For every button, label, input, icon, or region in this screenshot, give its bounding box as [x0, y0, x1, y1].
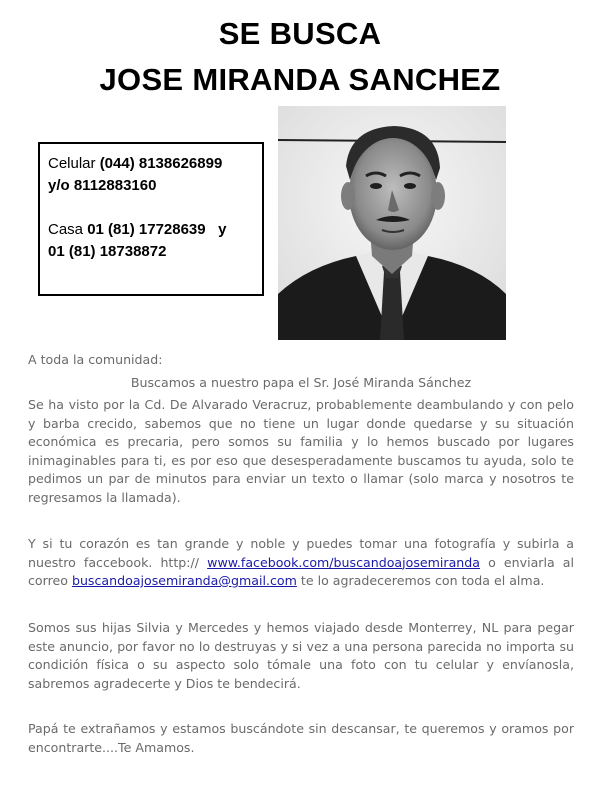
home-phone-alt: 01 (81) 18738872: [48, 243, 167, 260]
poster-title: SE BUSCA: [218, 16, 382, 51]
greeting: A toda la comunidad:: [28, 352, 163, 367]
email-link[interactable]: buscandoajosemiranda@gmail.com: [71, 573, 297, 588]
paragraph-family: Somos sus hijas Silvia y Mercedes y hemos viajado desde Monterrey, NL para pegar este anuncio, por favor no lo destruyas y si vez a una persona parecida no importa su condición física o su aspecto solo tómale una foto con tu celular y envíanosla, sabremos agradecerte y Dios te bendecirá.: [28, 620, 574, 691]
subtitle: Buscamos a nuestro papa el Sr. José Miranda Sánchez: [130, 375, 472, 390]
cellphone-number: (044) 8138626899: [99, 155, 223, 172]
portrait-image: [278, 106, 506, 340]
cellphone-alt: y/o 8112883160: [48, 177, 157, 194]
cellphone-label: Celular: [48, 155, 100, 172]
paragraph-situation: Se ha visto por la Cd. De Alvarado Veracruz, probablemente deambulando y con pelo y barba crecido, sabemos que no tiene un lugar donde quedarse y su situación económica es precaria, pero somos su familia y lo hemos buscado por lugares inimaginables para ti, es por eso que desesperadamente buscamos tu ayuda, solo te pedimos un par de minutos para enviar un texto o llamar (solo marca y nosotros te regresamos la llamada).: [28, 397, 574, 505]
missing-person-name: JOSE MIRANDA SANCHEZ: [99, 62, 501, 97]
home-phone-label: Casa: [48, 221, 88, 238]
paragraph-photo-request: Y si tu corazón es tan grande y noble y puedes tomar una fotografía y subirla a nuestro faccebook. http:// www.facebook.com/buscandoajosemiranda o enviarla al correo buscandoajosemiranda@gmail.com te lo agradeceremos con toda el alma.: [28, 536, 574, 588]
portrait-photo: [278, 106, 506, 340]
cellphone-line: [48, 153, 262, 175]
paragraph-closing: Papá te extrañamos y estamos buscándote sin descansar, te queremos y oramos por encontrarte....Te Amamos.: [28, 721, 574, 755]
home-phone-line: [48, 219, 262, 241]
facebook-link[interactable]: www.facebook.com/buscandoajosemiranda: [207, 554, 480, 570]
contact-box: [38, 142, 264, 296]
home-phone-number: 01 (81) 17728639 y: [87, 221, 227, 238]
